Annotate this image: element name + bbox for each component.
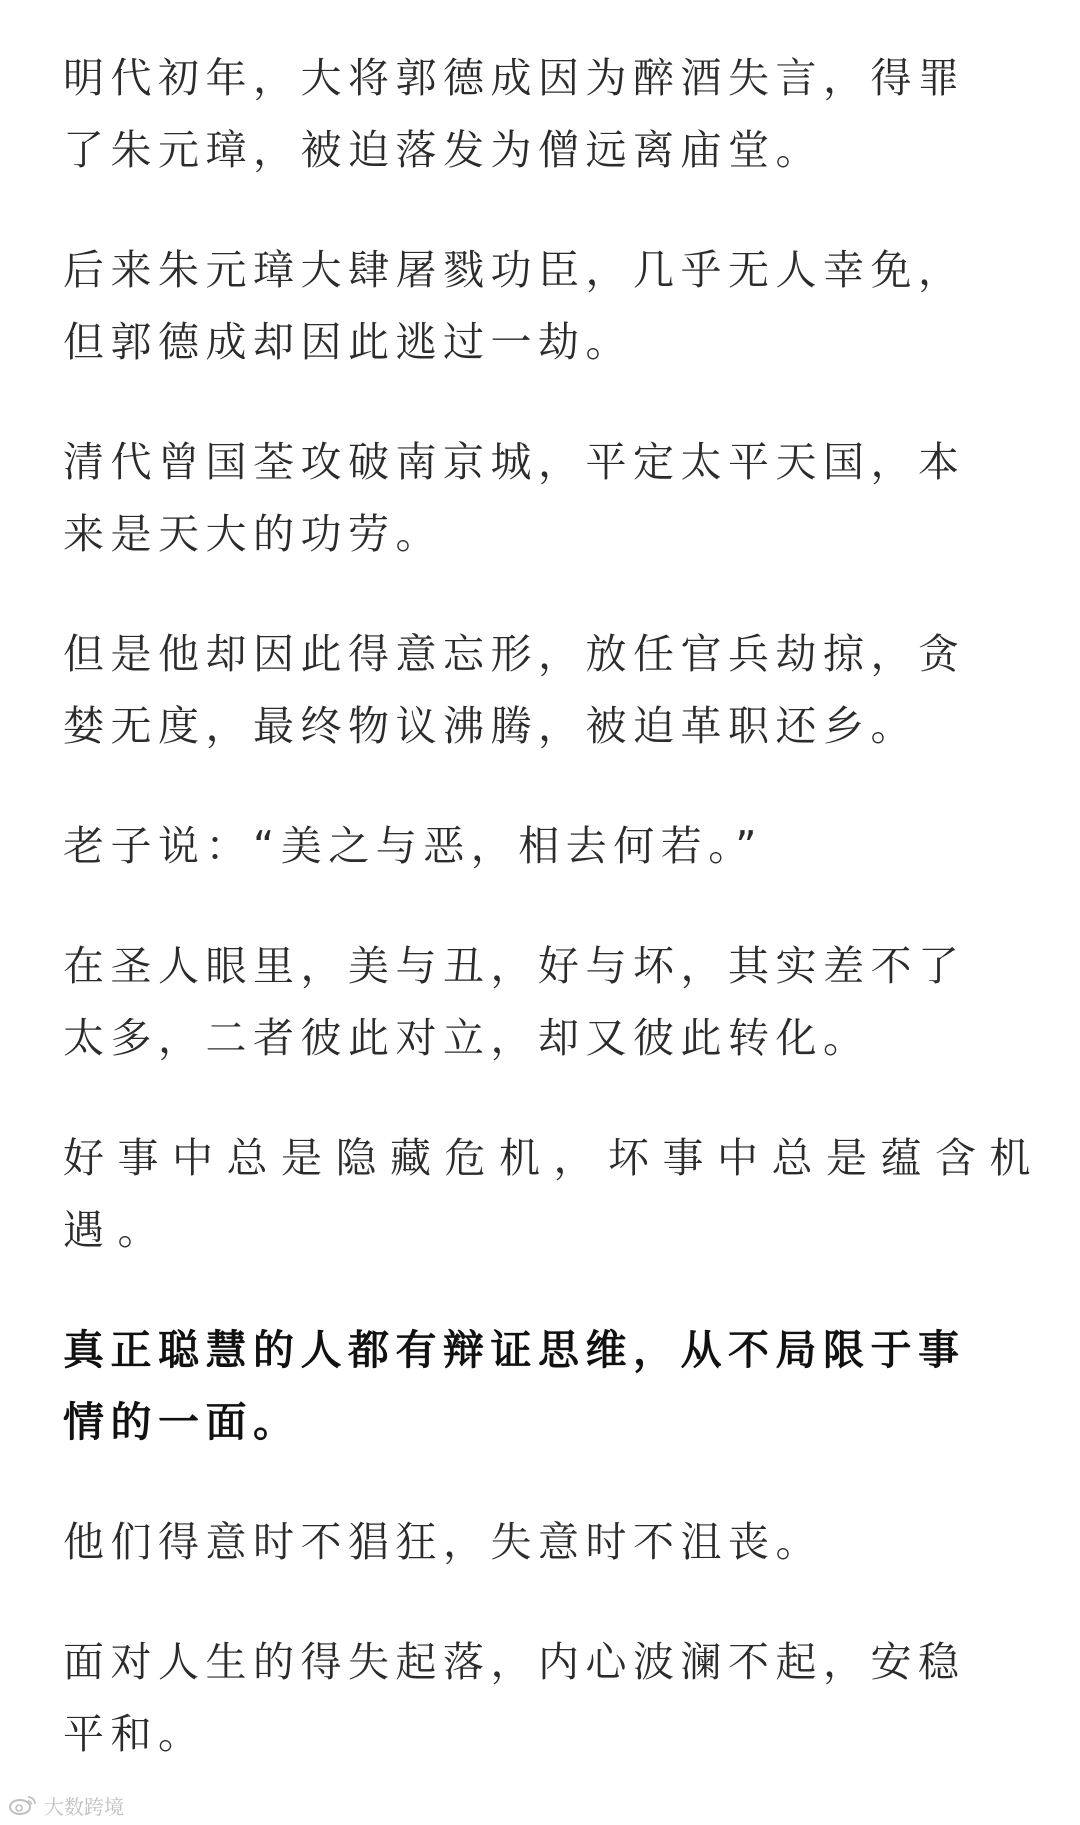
paragraph-line: 明代初年，大将郭德成因为醉酒失言，得罪 (63, 54, 966, 102)
paragraph-line: 情的一面。 (63, 1398, 301, 1446)
paragraph-line: 他们得意时不猖狂，失意时不沮丧。 (63, 1518, 823, 1566)
paragraph-line: 好事中总是隐藏危机，坏事中总是蕴含机 (63, 1134, 1044, 1182)
paragraph-line: 在圣人眼里，美与丑，好与坏，其实差不了 (63, 942, 966, 990)
paragraph-line: 面对人生的得失起落，内心波澜不起，安稳 (63, 1638, 966, 1686)
paragraph-line: 婪无度，最终物议沸腾，被迫革职还乡。 (63, 702, 918, 750)
paragraph-line: 后来朱元璋大肆屠戮功臣，几乎无人幸免， (63, 246, 966, 294)
paragraph-10 (63, 1626, 1023, 1770)
paragraph-4 (63, 618, 1023, 762)
paragraph-line: 了朱元璋，被迫落发为僧远离庙堂。 (63, 126, 823, 174)
paragraph-2 (63, 234, 1023, 378)
watermark-text: 大数跨境 (44, 1794, 124, 1819)
watermark (8, 1792, 124, 1818)
paragraph-5 (63, 810, 1023, 882)
paragraph-3 (63, 426, 1023, 570)
paragraph-line: 来是天大的功劳。 (63, 510, 443, 558)
paragraph-line: 但是他却因此得意忘形，放任官兵劫掠，贪 (63, 630, 966, 678)
paragraph-line: 太多，二者彼此对立，却又彼此转化。 (63, 1014, 871, 1062)
paragraph-line: 清代曾国荃攻破南京城，平定太平天国，本 (63, 438, 966, 486)
article-body (63, 42, 1044, 1818)
paragraph-line: 遇。 (63, 1206, 172, 1254)
paragraph-line: 真正聪慧的人都有辩证思维，从不局限于事 (63, 1326, 966, 1374)
weibo-logo-icon (8, 1794, 38, 1816)
paragraph-8-emphasis (63, 1314, 1023, 1458)
paragraph-line: 平和。 (63, 1710, 206, 1758)
paragraph-6 (63, 930, 1023, 1074)
paragraph-9 (63, 1506, 1023, 1578)
paragraph-line: 老子说：“美之与恶，相去何若。” (63, 822, 763, 870)
paragraph-line: 但郭德成却因此逃过一劫。 (63, 318, 633, 366)
paragraph-1 (63, 42, 1023, 186)
paragraph-7 (63, 1122, 1044, 1266)
